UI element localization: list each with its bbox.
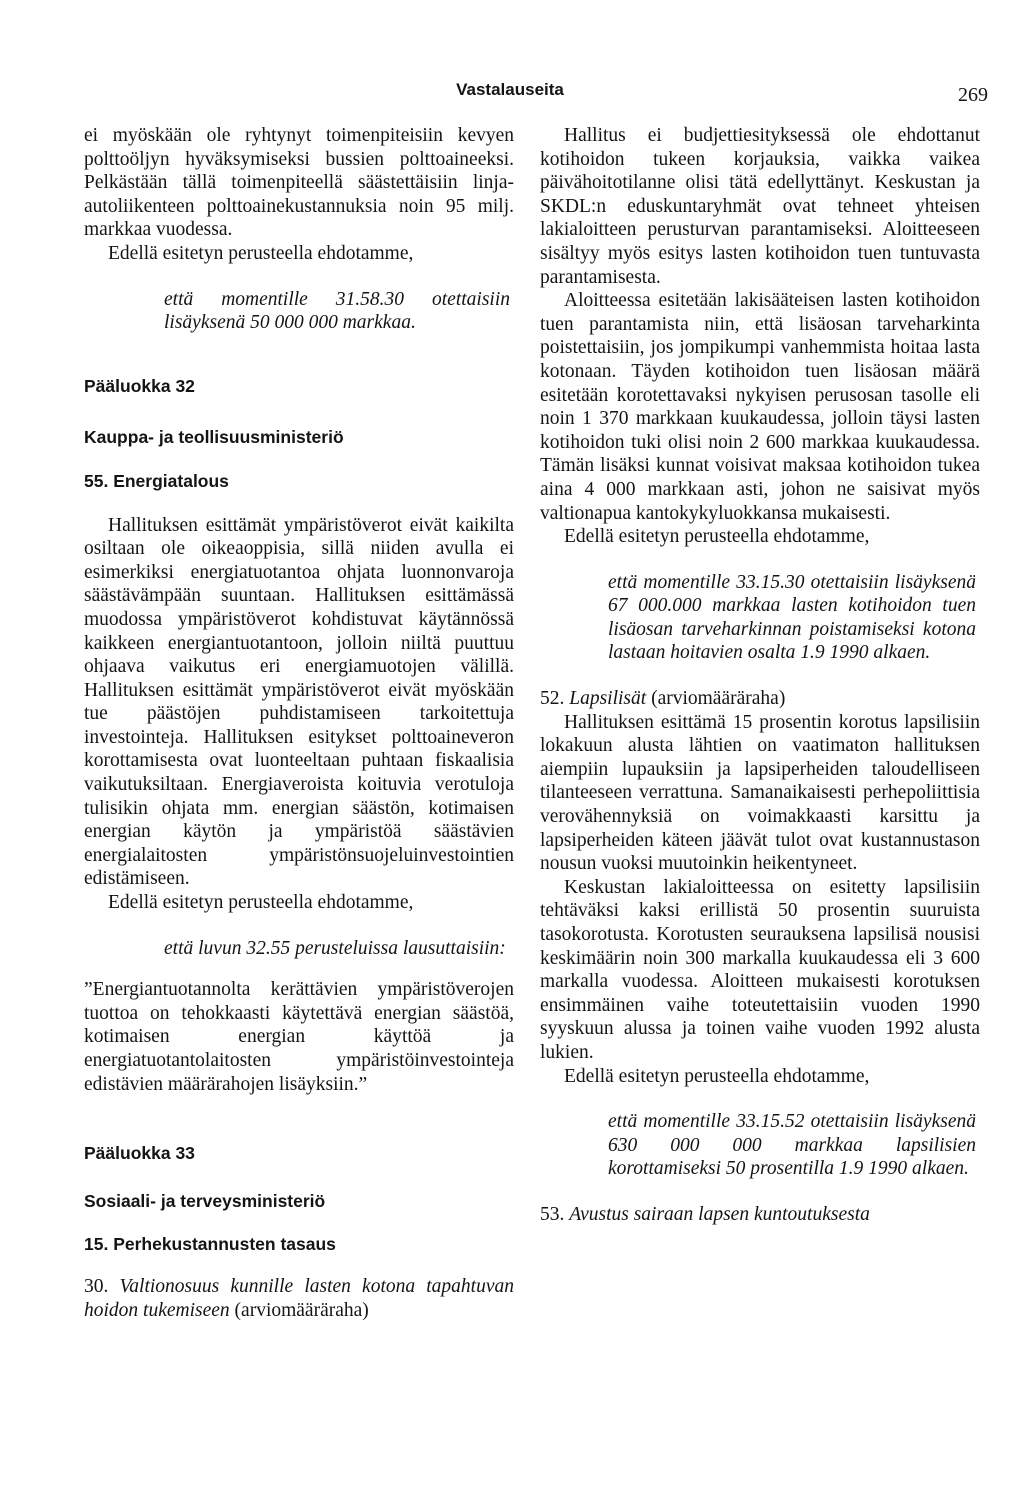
paragraph: Aloitteessa esitetään lakisääteisen lasten kotihoidon tuen parantamista niin, että lisäosan tarveharkinta poistettaisiin, jos jompikumpi vanhemmista hoitaa lasta kotonaan. Täyden kotihoidon tuen lisäosan määrä esitetään korotettavaksi nykyisen perusosan tasolle eli noin 1 370 markkaan kuukaudessa, jolloin täysi lasten kotihoidon tuki olisi noin 2 600 markkaa kuukaudessa. Tämän lisäksi kunnat voisivat maksaa kotihoidon tukea aina 4 000 markkaan asti, johon ne saisivat myös valtionapua kantokykyluokkansa mukaisesti.	[540, 290, 980, 524]
left-column	[84, 124, 514, 1322]
main-class-heading: Pääluokka 32	[84, 375, 195, 396]
item-suffix: (arviomääräraha)	[651, 688, 786, 710]
item-title: Lapsilisät	[569, 688, 647, 710]
main-class-heading: Pääluokka 33	[84, 1143, 195, 1164]
item-number: 53.	[540, 1203, 565, 1225]
section-heading: 15. Perhekustannusten tasaus	[84, 1234, 336, 1255]
right-column	[540, 124, 980, 1227]
quotation: ”Energiantuotannolta kerättävien ympäristöverojen tuottoa on tehokkaasti käytettävä energian säästöä, kotimaisen energian käyttöä ja energiatuotantolaitosten ympäristöinvestointeja edistävien määrärahojen lisäyksiin.”	[84, 979, 514, 1095]
paragraph: Hallituksen esittämä 15 prosentin korotus lapsilisiin lokakuun alusta lähtien on vaatimaton hallituksen aiempiin lupauksiin ja lapsiperheiden taloudelliseen tilanteeseen verrattuna. Samanaikaisesti perhepoliittisia verovähennyksiä on voimakkaasti karsittu ja lapsiperheiden käteen jäävät tulot ovat kustannustason nousun vuoksi muutoinkin heikentyneet.	[540, 711, 980, 875]
item-number: 30.	[84, 1275, 109, 1297]
page-number: 269	[958, 84, 988, 106]
proposal: että momentille 33.15.30 otettaisiin lisäyksenä 67 000.000 markkaa lasten kotihoidon tuen lisäosan tarveharkinnan poistamiseksi kotona lastaan hoitavien osalta 1.9 1990 alkaen.	[608, 571, 976, 664]
section-heading: 55. Energiatalous	[84, 470, 229, 491]
item-title: Valtionosuus kunnille lasten kotona tapahtuvan hoidon tukemiseen	[84, 1275, 515, 1321]
proposal: että momentille 31.58.30 otettaisiin lisäyksenä 50 000 000 markkaa.	[164, 288, 510, 334]
paragraph: Hallituksen esittämät ympäristöverot eivät kaikilta osiltaan ole oikeaoppisia, sillä niiden avulla ei esimerkiksi energiatuotantoa ohjata luonnonvaroja säästävämpään suuntaan. Hallituksen esittämässä muodossa ympäristöverot kohdistuvat käytännössä kaikkeen energiantuotantoon, jolloin niiltä puuttuu ohjaava vaikutus eri energiamuotojen välillä. Hallituksen esittämät ympäristöverot eivät myöskään tue päästöjen puhdistamiseen tarkoitettuja investointeja. Hallituksen esitykset polttoaineveron korottamisesta ovat luonteeltaan puhtaan fiskaalisia vaikutuksiltaan. Energiaveroista koituvia verotuloja tulisikin ohjata mm. energian säästön, kotimaisen energian käytön ja ympäristöä säästävien energialaitosten ympäristönsuojeluinvestointien edistämiseen.	[84, 514, 514, 890]
item-number: 52.	[540, 688, 565, 710]
running-title: Vastalauseita	[456, 80, 564, 99]
item-heading	[84, 1275, 514, 1322]
paragraph: ei myöskään ole ryhtynyt toimenpiteisiin kevyen polttoöljyn hyväksymiseksi bussien polttoaineeksi. Pelkästään tällä toimenpiteellä säästettäisiin linja-autoliikenteen polttoainekustannuksia noin 95 milj. markkaa vuodessa.	[84, 125, 514, 241]
proposal: että momentille 33.15.52 otettaisiin lisäyksenä 630 000 000 markkaa lapsilisien korottamiseksi 50 prosentilla 1.9 1990 alkaen.	[608, 1111, 976, 1180]
ministry-heading: Kauppa- ja teollisuusministeriö	[84, 427, 344, 448]
paragraph: Edellä esitetyn perusteella ehdotamme,	[564, 1065, 870, 1087]
item-title: Avustus sairaan lapsen kuntoutuksesta	[569, 1203, 870, 1225]
paragraph: Hallitus ei budjettiesityksessä ole ehdottanut kotihoidon tukeen korjauksia, vaikka vaikea päivähoitotilanne olisi tätä edellyttänyt. Keskustan ja SKDL:n eduskuntaryhmät ovat tehneet yhteisen lakialoitteen perusturvan parantamiseksi. Aloitteeseen sisältyy myös esitys lasten kotihoidon tuen tuntuvasta parantamisesta.	[540, 125, 980, 288]
paragraph: Edellä esitetyn perusteella ehdotamme,	[108, 892, 414, 914]
item-heading	[540, 1203, 980, 1227]
paragraph: Edellä esitetyn perusteella ehdotamme,	[108, 242, 414, 264]
paragraph: Keskustan lakialoitteessa on esitetty lapsilisiin tehtäväksi kaksi erillistä 50 prosentin suuruista tasokorotusta. Korotusten seurauksena lapsilisä nousisi keskimäärin noin 300 markalla kuukaudessa eli 3 600 markalla vuodessa. Aloitteen mukaisesti korotuksen ensimmäinen vaihe toteutettaisiin vuoden 1990 syyskuun alussa ja toinen vaihe vuoden 1992 alusta lukien.	[540, 876, 980, 1063]
item-heading	[540, 687, 980, 711]
ministry-heading: Sosiaali- ja terveysministeriö	[84, 1190, 326, 1211]
proposal: että luvun 32.55 perusteluissa lausuttaisiin:	[164, 937, 506, 959]
item-suffix: (arviomääräraha)	[234, 1299, 369, 1321]
paragraph: Edellä esitetyn perusteella ehdotamme,	[564, 526, 870, 548]
